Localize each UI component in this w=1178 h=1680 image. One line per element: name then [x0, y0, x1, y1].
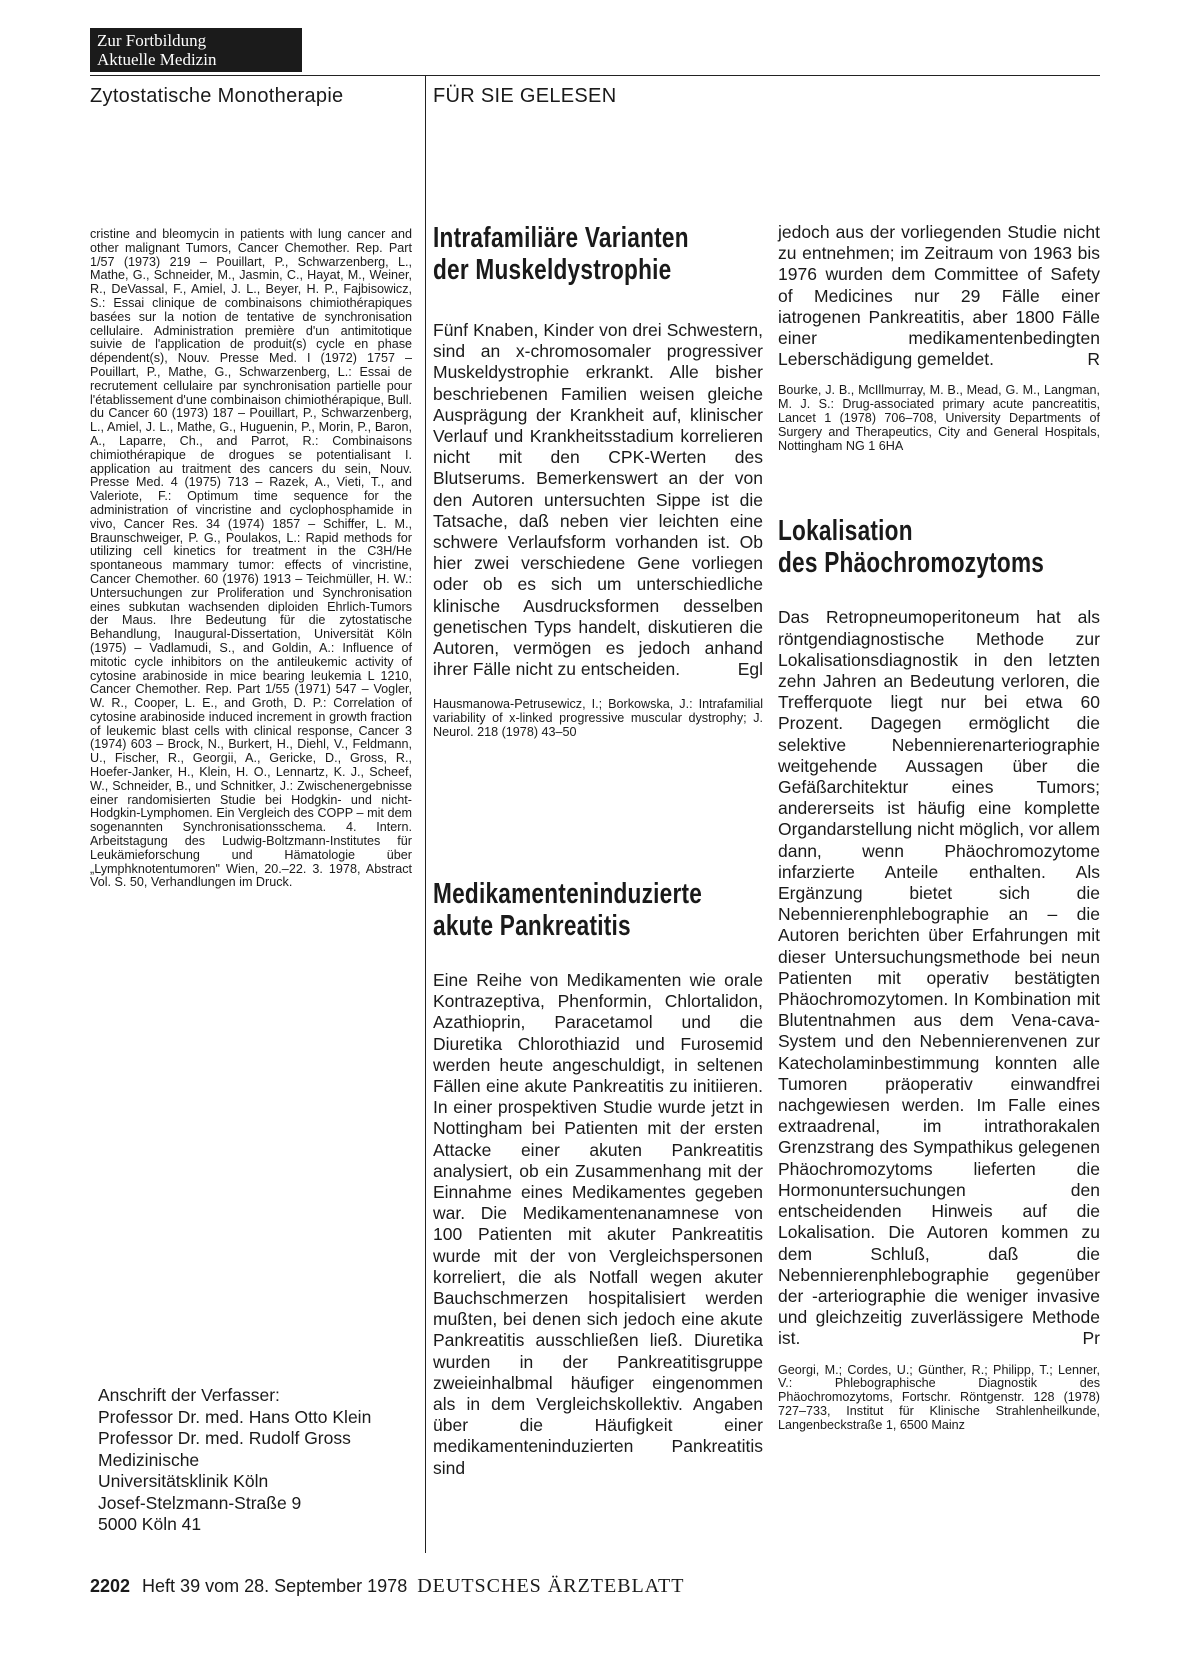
badge-line-2: Aktuelle Medizin — [97, 50, 217, 69]
right-column — [778, 222, 1100, 1433]
article-text: Das Retropneumoperitoneum hat als röntgendiagnostische Methode zur Lokalisationsdiagnostik in den letzten zehn Jahren an Bedeutung verloren, die Trefferquote liegt nur bei etwa 60 Prozent. Dagegen ermöglicht die selektive Nebennierenarteriographie weitgehende Aussagen über die Gefäßarchitektur eines Tumors; andererseits ist häufig eine komplette Organdarstellung nicht möglich, vor allem dann, wenn Phäochromozytome infarzierte Anteile enthalten. Als Ergänzung bietet sich die Nebennierenphlebographie an – die Autoren berichten über Erfahrungen mit dieser Untersuchungsmethode bei neun Patienten mit operativ bestätigten Phäochromozytomen. In Kombination mit Blutentnahmen aus dem Vena-cava-System und den Nebennierenvenen zur Katecholaminbestimmung konnten alle Tumoren präoperativ einwandfrei nachgewiesen werden. Im Falle eines extraadrenal, im intrathorakalen Grenzstrang des Sympathikus gelegenen Phäochromozytoms lieferten die Hormonuntersuchungen den entscheidenden Hinweis auf die Lokalisation. Die Autoren kommen zu dem Schluß, daß die Nebennierenphlebographie gegenüber der -arteriographie die weniger invasive und gleichzeitig zuverlässigere Methode ist. — [778, 607, 1100, 1349]
section-badge — [90, 28, 302, 72]
article-signature: Pr — [1082, 1328, 1100, 1349]
page-number: 2202 — [90, 1576, 131, 1596]
article-citation: Bourke, J. B., McIllmurray, M. B., Mead, G. M., Langman, M. J. S.: Drug-associated primary acute pancreatitis, Lancet 1 (1978) 706–708, University Departments of Surgery and Therapeutics, City and General Hospitals, Nottingham NG 1 6HA — [778, 383, 1100, 453]
article-muskeldystrophie — [433, 222, 763, 740]
article-continuation — [778, 222, 1100, 370]
column-divider — [425, 75, 426, 1553]
address-line: Medizinische — [98, 1449, 200, 1470]
top-rule — [90, 75, 1100, 76]
issue-info: Heft 39 vom 28. September 1978 — [142, 1576, 408, 1596]
article-body: Eine Reihe von Medikamenten wie orale Kontrazeptiva, Phenformin, Chlortalidon, Azathioprin, Paracetamol und die Diuretika Chlorothiazid und Furosemid werden heute angeschuldigt, in seltenen Fällen eine akute Pankreatitis zu initiieren. In einer prospektiven Studie wurde jetzt in Nottingham bei Patienten mit der ersten Attacke einer akuten Pankreatitis analysiert, ob ein Zusammenhang mit der Einnahme eines Medikamentes gegeben war. Die Medikamentenanamnese von 100 Patienten mit akuter Pankreatitis wurde mit der von Vergleichspersonen korreliert, die als Notfall wegen akuter Bauchschmerzen hospitalisiert werden mußten, bei denen sich jedoch eine akute Pankreatitis ausschließen ließ. Diuretika wurden in der Pankreatitisgruppe zweieinhalbmal häufiger eingenommen als in dem Vergleichskollektiv. Angaben über die Häufigkeit einer medikamenteninduzierten Pankreatitis sind — [433, 970, 763, 1478]
article-body — [433, 320, 763, 680]
article-signature: Egl — [737, 659, 763, 680]
title-line: Medikamenteninduzierte — [433, 878, 703, 910]
address-line: Professor Dr. med. Rudolf Gross — [98, 1428, 351, 1448]
left-section-title: Zytostatische Monotherapie — [90, 85, 344, 107]
address-line: 5000 Köln 41 — [98, 1514, 202, 1534]
address-line: Josef-Stelzmann-Straße 9 — [98, 1492, 302, 1513]
title-line: der Muskeldystrophie — [433, 254, 672, 286]
article-citation: Georgi, M.; Cordes, U.; Günther, R.; Philipp, T.; Lenner, V.: Phlebographische Diagnostik des Phäochromozytoms, Fortschr. Röntgenstr. 128 (1978) 727–733, Institut für Klinische Strahlenheilkunde, Langenbeckstraße 1, 6500 Mainz — [778, 1362, 1100, 1432]
reference-list: cristine and bleomycin in patients with lung cancer and other malignant Tumors, Cancer Chemother. Rep. Part 1/57 (1973) 219 – Pouillart, P., Schwarzenberg, L., Mathe, G., Schneider, M., Jasmin, C., Hayat, M., Weiner, R., DeVassal, F., Amiel, J. L., Beyer, H. P., Fajbisowicz, S.: Essai clinique de combinaisons chimiothérapiques basées sur la notion de tentative de synchronisation cellulaire. Administration première d'un antimitotique suivie de l'application de produit(s) cycle en phase dépendent(s), Nouv. Presse Med. I (1972) 1757 – Pouillart, P., Mathe, G., Schwarzenberg, L.: Essai de recrutement cellulaire par synchronisation partielle pour l'établissement d'une combinaison chimiothérapique, Bull. du Cancer 60 (1973) 187 – Pouillart, P., Schwarzenberg, L., Amiel, J. L., Mathe, G., Huguenin, P., Morin, P., Baron, A., Laparre, Ch., and Parrot, R.: Combinaisons chimiothérapique de drogues se potentialisant I. application au traitment des cancers du sein, Nouv. Presse Med. 4 (1975) 713 – Razek, A., Vieti, T., and Valeriote, F.: Optimum time sequence for the administration of vincristine and cyclophosphamide in vivo, Cancer Res. 34 (1974) 1857 – Schiffer, L. M., Braunschweiger, P. G., Poulakos, L.: Rapid methods for utilizing cell kinetics for treatment in the C3H/He spontaneous mammary tumor: effects of vincristine, Cancer Chemother. 60 (1976) 1913 – Teichmüller, H. W.: Untersuchungen zur Proliferation und Synchronisation eines subkutan wachsenden diploiden Ehrlich-Tumors der Maus. Ihre Bedeutung für die zytostatische Behandlung, Inaugural-Dissertation, Universität Köln (1975) – Vadlamudi, S., and Goldin, A.: Influence of mitotic cycle inhibitors on the antileukemic activity of cytosine arabinoside in mice bearing leukemia L 1210, Cancer Chemother. Rep. Part 1/55 (1971) 547 – Vogler, W. R., Cooper, L. E., and Groth, D. P.: Correlation of cytosine arabinoside induced increment in growth fraction of leukemic blast cells with clinical response, Cancer 3 (1974) 603 – Brock, N., Burkert, H., Diehl, V., Feldmann, U., Fischer, R., Georgii, A., Gericke, D., Gross, R., Hoefer-Janker, H., Klein, H. O., Lennartz, K. J., Scheef, W., Schneider, B., und Schnitker, J.: Zwischenergebnisse einer randomisierten Studie bei Hodgkin- und nicht-Hodgkin-Lymphomen. Ein Vergleich des COPP – mit dem sogenannten Synchronisationsschema. 4. Intern. Arbeitstagung des Ludwig-Boltzmann-Institutes für Leukämieforschung und Hämatologie über „Lymphknotentumoren" Wien, 20.–22. 3. 1978, Abstract Vol. S. 50, Verhandlungen im Druck. — [90, 227, 412, 890]
article-signature: R — [1087, 349, 1100, 370]
article-text: Fünf Knaben, Kinder von drei Schwestern, sind an x-chromosomaler progressiver Muskeldystrophie erkrankt. Alle bisher beschriebenen Familien weisen gleiche Ausprägung der Krankheit auf, klinischer Verlauf und Krankheitsstadium korrelieren nicht mit den CPK-Werten des Blutserums. Bemerkenswert an der von den Autoren untersuchten Sippe ist die Tatsache, daß neben vier leichten eine schwere Verlaufsform vorhanden ist. Ob hier zwei verschiedene Gene vorliegen oder ob es sich um unterschiedliche klinische Ausdrucksformen desselben genetischen Typs handelt, diskutieren die Autoren, vermögen es jedoch anhand ihrer Fälle nicht zu entscheiden. — [433, 320, 763, 680]
article-body — [778, 607, 1100, 1349]
title-line: Intrafamiliäre Varianten — [433, 222, 689, 254]
right-section-title: FÜR SIE GELESEN — [433, 85, 617, 107]
article-text: jedoch aus der vorliegenden Studie nicht zu entnehmen; im Zeitraum von 1963 bis 1976 wurden dem Committee of Safety of Medicines nur 29 Fälle einer iatrogenen Pankreatitis, aber 1800 Fälle einer medikamentenbedingten Leberschädigung gemeldet. — [778, 222, 1100, 370]
journal-name: DEUTSCHES ÄRZTEBLATT — [417, 1575, 685, 1597]
address-line: Professor Dr. med. Hans Otto Klein — [98, 1406, 372, 1427]
article-pankreatitis — [433, 878, 763, 1479]
author-address — [98, 1385, 418, 1536]
article-title — [778, 515, 1045, 580]
article-title — [433, 878, 703, 942]
title-line: Lokalisation — [778, 515, 913, 548]
title-line: des Phäochromozytoms — [778, 547, 1045, 580]
badge-line-1: Zur Fortbildung — [97, 31, 207, 50]
page-footer — [90, 1575, 684, 1598]
address-line: Anschrift der Verfasser: — [98, 1385, 280, 1405]
address-line: Universitätsklinik Köln — [98, 1471, 269, 1491]
title-line: akute Pankreatitis — [433, 910, 631, 942]
article-title — [433, 222, 690, 286]
article-citation: Hausmanowa-Petrusewicz, I.; Borkowska, J.: Intrafamilial variability of x-linked progressive muscular dystrophy; J. Neurol. 218 (1978) 43–50 — [433, 697, 763, 740]
